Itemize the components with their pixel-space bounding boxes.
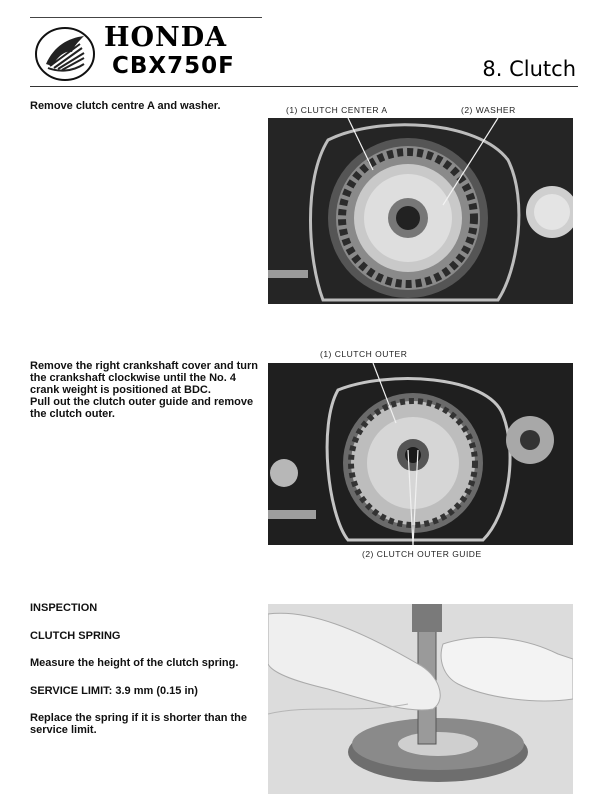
callout-clutch-center-a: (1) CLUTCH CENTER A [286,105,388,115]
clutch-center-photo [268,100,573,304]
service-limit: SERVICE LIMIT: 3.9 mm (0.15 in) [30,685,198,697]
step2-line1: Remove the right crankshaft cover and turn [30,360,258,372]
clutch-outer-photo [268,345,573,565]
inspection-heading: INSPECTION [30,602,98,614]
measure-instruction: Measure the height of the clutch spring. [30,657,239,669]
replace-line2: service limit. [30,724,97,736]
callout-clutch-outer: (1) CLUTCH OUTER [320,349,408,359]
header-top-line [30,17,262,18]
spring-measure-photo [268,604,573,794]
step2-text [30,360,258,420]
model-title: CBX750F [112,53,235,79]
step1-text: Remove clutch centre A and washer. [30,100,221,112]
figure-spring-measure [268,604,573,794]
honda-wing-icon [34,26,96,82]
callout-washer: (2) WASHER [461,105,516,115]
step2-line4: Pull out the clutch outer guide and remove [30,396,254,408]
figure-clutch-center [268,100,573,304]
replace-line1: Replace the spring if it is shorter than the [30,712,247,724]
step2-line2: the crankshaft clockwise until the No. 4 [30,372,236,384]
replace-text [30,712,247,736]
brand-title: HONDA [104,22,228,53]
clutch-spring-subheading: CLUTCH SPRING [30,630,121,642]
step2-line3: crank weight is positioned at BDC. [30,384,211,396]
figure-clutch-outer [268,345,573,565]
chapter-title: 8. Clutch [482,57,576,81]
header-rule [30,86,578,87]
step2-line5: the clutch outer. [30,408,115,420]
callout-clutch-outer-guide: (2) CLUTCH OUTER GUIDE [362,549,482,559]
